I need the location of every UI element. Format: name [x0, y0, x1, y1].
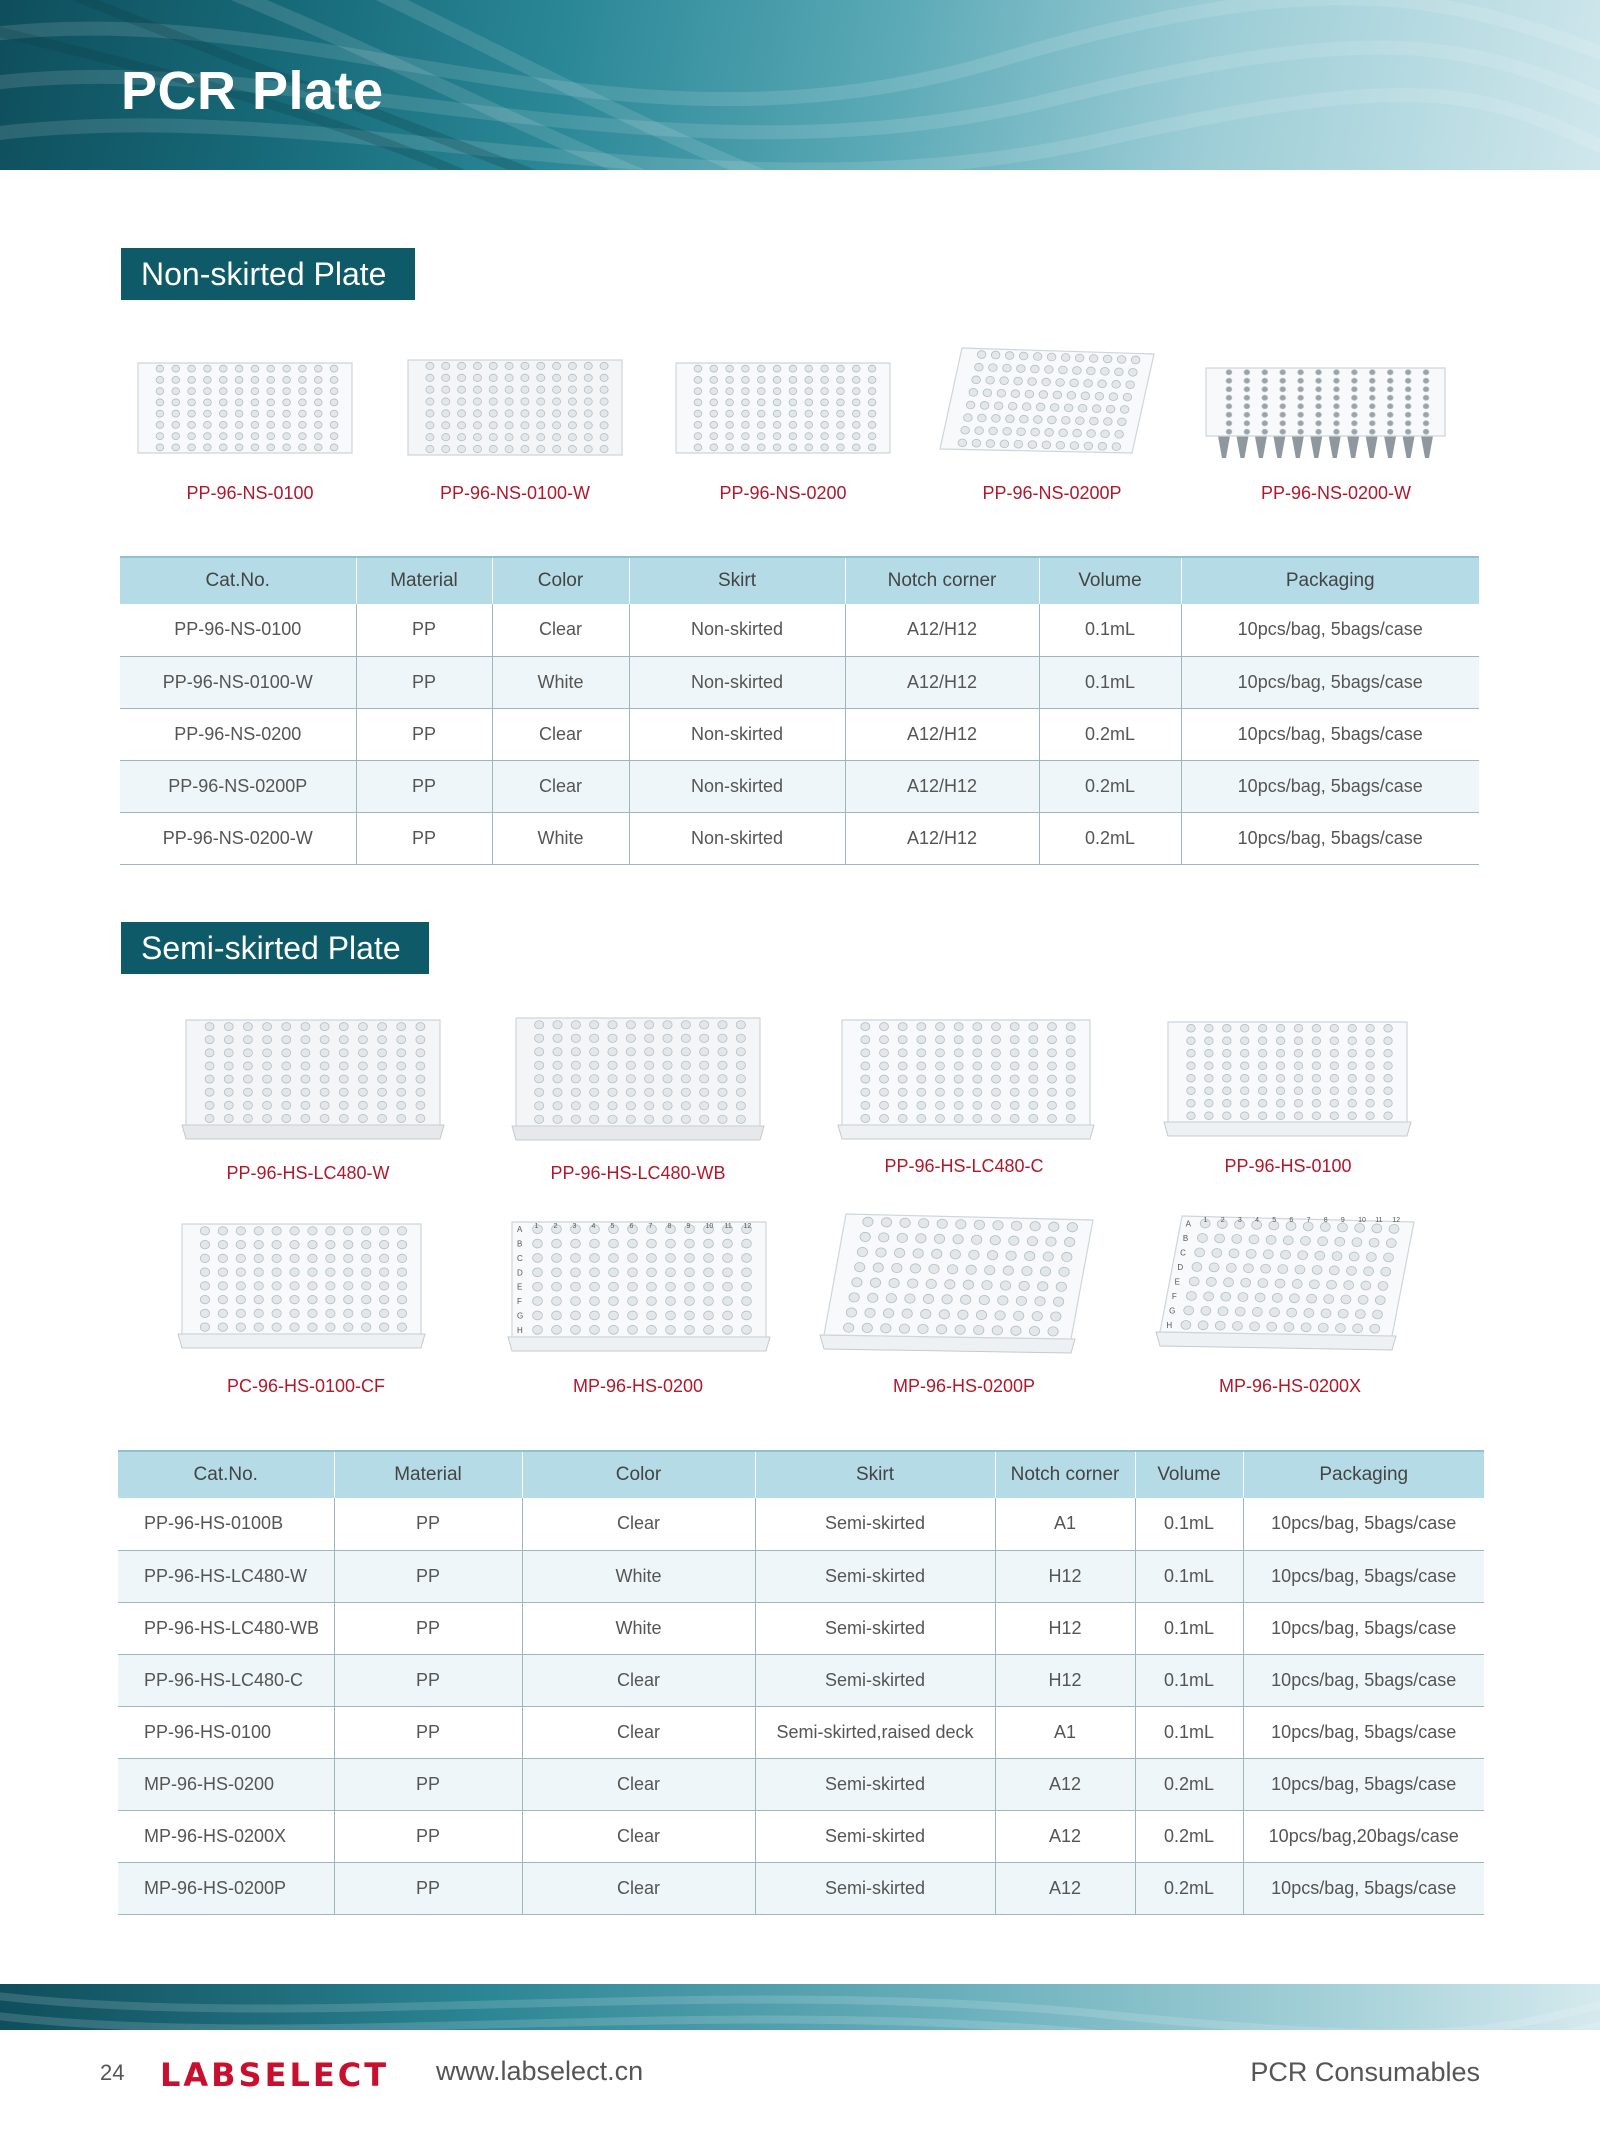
plate-image-pp-96-ns-0100	[130, 355, 360, 470]
table-cell: 10pcs/bag, 5bags/case	[1181, 708, 1479, 760]
table-cell: MP-96-HS-0200	[118, 1758, 334, 1810]
table-cell: PP	[356, 604, 492, 656]
table-cell: PP	[334, 1758, 522, 1810]
product-label: PC-96-HS-0100-CF	[226, 1376, 386, 1396]
table-cell: Non-skirted	[629, 656, 845, 708]
table-row	[120, 812, 1479, 864]
table-row	[118, 1550, 1484, 1602]
table-cell: 10pcs/bag, 5bags/case	[1243, 1758, 1484, 1810]
table-cell: A12/H12	[845, 604, 1039, 656]
footer-banner	[0, 1984, 1600, 2030]
table-row	[120, 760, 1479, 812]
product-label: PP-96-NS-0100	[186, 483, 314, 503]
table-cell: White	[492, 812, 629, 864]
table-cell: PP	[334, 1654, 522, 1706]
column-header: Skirt	[755, 1451, 995, 1498]
table-cell: A12/H12	[845, 708, 1039, 760]
column-header: Color	[492, 557, 629, 604]
svg-text:2: 2	[1220, 1217, 1225, 1224]
table-cell: Clear	[522, 1654, 755, 1706]
table-cell: 10pcs/bag, 5bags/case	[1243, 1862, 1484, 1914]
table-cell: Clear	[522, 1810, 755, 1862]
footer-section-title: PCR Consumables	[1250, 2057, 1480, 2087]
table-header-row	[118, 1451, 1484, 1498]
svg-text:3: 3	[1237, 1217, 1242, 1224]
column-header: Cat.No.	[120, 557, 356, 604]
table-header-row	[120, 557, 1479, 604]
column-header: Notch corner	[995, 1451, 1135, 1498]
svg-text:6: 6	[629, 1223, 634, 1230]
svg-text:12: 12	[1392, 1217, 1401, 1224]
table-cell: PP	[334, 1862, 522, 1914]
table-cell: Clear	[492, 708, 629, 760]
product-label: PP-96-HS-0100	[1224, 1156, 1352, 1176]
table-cell: 10pcs/bag, 5bags/case	[1243, 1498, 1484, 1550]
table-row	[118, 1810, 1484, 1862]
table-cell: 0.2mL	[1039, 812, 1181, 864]
table-cell: A12	[995, 1758, 1135, 1810]
plate-image-pp-96-ns-0200p	[932, 340, 1162, 470]
plate-image-pp-96-ns-0200	[668, 355, 898, 470]
svg-text:5: 5	[610, 1223, 615, 1230]
table-row	[120, 656, 1479, 708]
table-cell: 10pcs/bag, 5bags/case	[1243, 1654, 1484, 1706]
svg-text:8: 8	[667, 1223, 672, 1230]
non-skirted-spec-table	[120, 556, 1479, 865]
svg-text:1: 1	[534, 1223, 539, 1230]
plate-image-pp-96-hs-0100	[1160, 1014, 1415, 1149]
table-cell: Semi-skirted	[755, 1550, 995, 1602]
svg-text:H: H	[517, 1325, 523, 1335]
table-cell: PP-96-HS-LC480-C	[118, 1654, 334, 1706]
table-cell: PP-96-HS-LC480-W	[118, 1550, 334, 1602]
table-cell: 10pcs/bag,20bags/case	[1243, 1810, 1484, 1862]
product-label: PP-96-HS-LC480-W	[226, 1163, 390, 1183]
table-cell: PP	[334, 1550, 522, 1602]
svg-text:F: F	[1171, 1291, 1177, 1301]
section-heading-non-skirted: Non-skirted Plate	[121, 248, 415, 300]
plate-image-pp-96-ns-0100-w	[400, 352, 630, 472]
svg-text:C: C	[517, 1253, 523, 1263]
table-cell: PP	[334, 1810, 522, 1862]
table-cell: Non-skirted	[629, 760, 845, 812]
product-label: PP-96-NS-0100-W	[439, 483, 591, 503]
svg-text:9: 9	[1340, 1217, 1345, 1224]
svg-text:A: A	[1185, 1219, 1191, 1229]
svg-text:6: 6	[1289, 1217, 1294, 1224]
table-cell: Clear	[522, 1706, 755, 1758]
website-link[interactable]: www.labselect.cn	[436, 2056, 644, 2086]
svg-text:E: E	[517, 1282, 523, 1292]
svg-text:12: 12	[743, 1223, 752, 1230]
table-cell: 0.2mL	[1135, 1810, 1243, 1862]
table-cell: 0.1mL	[1039, 656, 1181, 708]
table-cell: A1	[995, 1706, 1135, 1758]
plate-image-mp-96-hs-0200p	[816, 1206, 1101, 1366]
table-cell: PP-96-HS-0100B	[118, 1498, 334, 1550]
table-cell: PP-96-NS-0100	[120, 604, 356, 656]
column-header: Material	[334, 1451, 522, 1498]
table-cell: PP	[356, 708, 492, 760]
table-cell: PP	[334, 1706, 522, 1758]
table-cell: PP	[356, 760, 492, 812]
table-cell: Clear	[522, 1758, 755, 1810]
svg-text:G: G	[517, 1311, 524, 1321]
table-cell: White	[522, 1550, 755, 1602]
semi-skirted-spec-table	[118, 1450, 1484, 1915]
table-cell: 0.1mL	[1135, 1654, 1243, 1706]
table-cell: Semi-skirted	[755, 1498, 995, 1550]
section-heading-semi-skirted: Semi-skirted Plate	[121, 922, 429, 974]
table-cell: PP-96-HS-LC480-WB	[118, 1602, 334, 1654]
table-cell: A1	[995, 1498, 1135, 1550]
table-cell: 0.2mL	[1039, 760, 1181, 812]
product-label: MP-96-HS-0200P	[892, 1376, 1036, 1396]
column-header: Skirt	[629, 557, 845, 604]
svg-text:D: D	[517, 1268, 523, 1278]
column-header: Packaging	[1181, 557, 1479, 604]
table-cell: PP-96-NS-0200P	[120, 760, 356, 812]
table-row	[118, 1602, 1484, 1654]
table-cell: 10pcs/bag, 5bags/case	[1181, 760, 1479, 812]
table-cell: Non-skirted	[629, 604, 845, 656]
svg-text:A: A	[517, 1225, 523, 1235]
svg-text:H: H	[1166, 1320, 1173, 1330]
footer-wave-pattern	[0, 1984, 1600, 2030]
product-label: PP-96-NS-0200-W	[1260, 483, 1412, 503]
table-cell: 10pcs/bag, 5bags/case	[1181, 604, 1479, 656]
table-cell: H12	[995, 1602, 1135, 1654]
svg-text:E: E	[1174, 1277, 1180, 1287]
svg-text:11: 11	[724, 1223, 732, 1230]
column-header: Cat.No.	[118, 1451, 334, 1498]
table-cell: 10pcs/bag, 5bags/case	[1181, 656, 1479, 708]
svg-text:7: 7	[1306, 1217, 1311, 1224]
table-cell: 0.1mL	[1135, 1550, 1243, 1602]
table-cell: 0.2mL	[1135, 1758, 1243, 1810]
svg-text:B: B	[517, 1239, 523, 1249]
page-title: PCR Plate	[121, 61, 384, 121]
table-row	[118, 1862, 1484, 1914]
table-row	[120, 604, 1479, 656]
plate-image-pp-96-hs-lc480-c	[834, 1012, 1098, 1152]
table-cell: 10pcs/bag, 5bags/case	[1243, 1602, 1484, 1654]
column-header: Notch corner	[845, 557, 1039, 604]
page-number: 24	[100, 2060, 125, 2085]
table-cell: 0.1mL	[1135, 1602, 1243, 1654]
svg-text:8: 8	[1323, 1217, 1328, 1224]
svg-text:5: 5	[1272, 1217, 1277, 1224]
column-header: Material	[356, 557, 492, 604]
table-cell: Semi-skirted,raised deck	[755, 1706, 995, 1758]
table-cell: 0.1mL	[1135, 1706, 1243, 1758]
table-row	[118, 1706, 1484, 1758]
table-cell: H12	[995, 1550, 1135, 1602]
column-header: Color	[522, 1451, 755, 1498]
table-cell: Non-skirted	[629, 812, 845, 864]
table-cell: MP-96-HS-0200P	[118, 1862, 334, 1914]
table-cell: A12/H12	[845, 656, 1039, 708]
table-row	[118, 1758, 1484, 1810]
column-header: Packaging	[1243, 1451, 1484, 1498]
table-cell: PP	[356, 812, 492, 864]
svg-text:10: 10	[1358, 1217, 1366, 1224]
table-cell: A12/H12	[845, 760, 1039, 812]
svg-text:1: 1	[1203, 1217, 1208, 1224]
column-header: Volume	[1135, 1451, 1243, 1498]
table-cell: A12/H12	[845, 812, 1039, 864]
table-cell: White	[492, 656, 629, 708]
table-cell: 10pcs/bag, 5bags/case	[1243, 1706, 1484, 1758]
table-cell: 0.2mL	[1135, 1862, 1243, 1914]
header-banner	[0, 0, 1600, 170]
table-row	[118, 1498, 1484, 1550]
table-cell: PP	[356, 656, 492, 708]
svg-text:D: D	[1177, 1262, 1184, 1272]
table-cell: Clear	[492, 604, 629, 656]
table-cell: PP-96-NS-0200-W	[120, 812, 356, 864]
table-cell: A12	[995, 1810, 1135, 1862]
product-label: MP-96-HS-0200X	[1218, 1376, 1362, 1396]
svg-text:C: C	[1180, 1248, 1186, 1258]
svg-text:4: 4	[1255, 1217, 1259, 1224]
table-row	[118, 1654, 1484, 1706]
product-label: PP-96-HS-LC480-WB	[550, 1163, 726, 1183]
labselect-logo: LABSELECT	[160, 2056, 390, 2094]
table-cell: Clear	[492, 760, 629, 812]
table-cell: 0.2mL	[1039, 708, 1181, 760]
svg-text:7: 7	[648, 1223, 653, 1230]
table-cell: H12	[995, 1654, 1135, 1706]
table-cell: 10pcs/bag, 5bags/case	[1181, 812, 1479, 864]
table-cell: PP	[334, 1602, 522, 1654]
svg-text:F: F	[517, 1297, 522, 1307]
plate-image-pp-96-ns-0200-w	[1198, 360, 1453, 465]
table-cell: PP	[334, 1498, 522, 1550]
table-cell: PP-96-HS-0100	[118, 1706, 334, 1758]
plate-image-pp-96-hs-lc480-w	[178, 1012, 448, 1152]
table-cell: 10pcs/bag, 5bags/case	[1243, 1550, 1484, 1602]
plate-image-mp-96-hs-0200x	[1152, 1208, 1422, 1363]
plate-image-mp-96-hs-0200	[504, 1214, 774, 1364]
svg-text:10: 10	[705, 1223, 714, 1230]
product-label: MP-96-HS-0200	[572, 1376, 704, 1396]
svg-text:G: G	[1169, 1306, 1176, 1316]
table-cell: Non-skirted	[629, 708, 845, 760]
table-cell: Semi-skirted	[755, 1602, 995, 1654]
product-label: PP-96-HS-LC480-C	[884, 1156, 1044, 1176]
table-cell: Clear	[522, 1862, 755, 1914]
svg-text:9: 9	[686, 1223, 691, 1230]
svg-text:3: 3	[572, 1223, 577, 1230]
svg-text:11: 11	[1375, 1217, 1383, 1224]
table-cell: 0.1mL	[1039, 604, 1181, 656]
table-cell: White	[522, 1602, 755, 1654]
table-cell: Semi-skirted	[755, 1758, 995, 1810]
product-label: PP-96-NS-0200	[719, 483, 847, 503]
table-cell: PP-96-NS-0200	[120, 708, 356, 760]
table-row	[120, 708, 1479, 760]
svg-text:4: 4	[591, 1223, 596, 1230]
table-cell: Semi-skirted	[755, 1654, 995, 1706]
table-cell: Semi-skirted	[755, 1862, 995, 1914]
column-header: Volume	[1039, 557, 1181, 604]
plate-image-pp-96-hs-lc480-wb	[508, 1010, 768, 1153]
table-cell: 0.1mL	[1135, 1498, 1243, 1550]
table-cell: Semi-skirted	[755, 1810, 995, 1862]
table-cell: MP-96-HS-0200X	[118, 1810, 334, 1862]
plate-image-pc-96-hs-0100-cf	[174, 1216, 429, 1361]
table-cell: PP-96-NS-0100-W	[120, 656, 356, 708]
table-cell: A12	[995, 1862, 1135, 1914]
product-label: PP-96-NS-0200P	[982, 483, 1122, 503]
table-cell: Clear	[522, 1498, 755, 1550]
svg-text:2: 2	[553, 1223, 558, 1230]
svg-text:B: B	[1182, 1233, 1189, 1243]
